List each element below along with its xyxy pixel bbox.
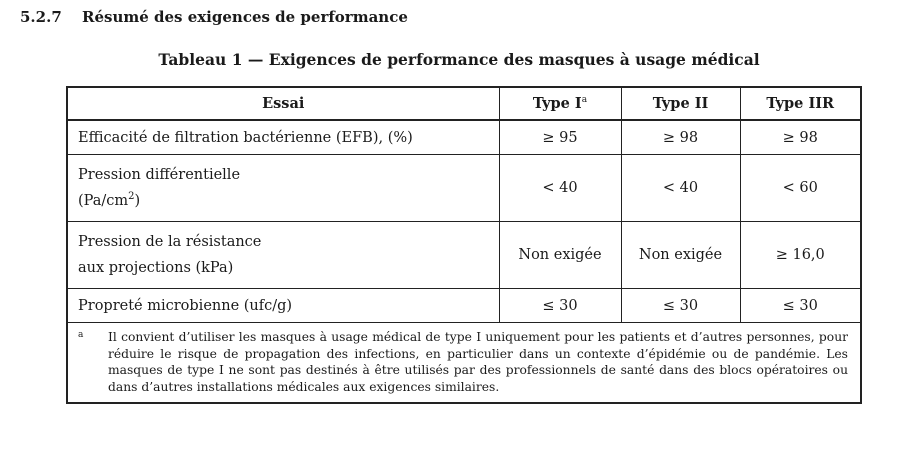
cell-type-1: Non exigée: [499, 222, 621, 289]
table-footnote: [67, 323, 861, 404]
cell-type-2r: ≤ 30: [740, 289, 861, 323]
row-label: [67, 155, 499, 222]
cell-type-2r: < 60: [740, 155, 861, 222]
cell-type-2: Non exigée: [621, 222, 740, 289]
section-heading: [20, 8, 408, 26]
header-type-2: Type II: [621, 87, 740, 120]
section-title: Résumé des exigences de performance: [82, 8, 408, 26]
header-type-1-label: Type I: [532, 95, 582, 112]
header-type-1-note-mark: a: [581, 95, 588, 106]
row-label: [67, 120, 499, 155]
row-label: [67, 222, 499, 289]
table-row: [67, 120, 861, 155]
table-footnote-row: [67, 323, 861, 404]
cell-type-2r: ≥ 98: [740, 120, 861, 155]
footnote-mark: a: [78, 330, 84, 340]
cell-type-1: < 40: [499, 155, 621, 222]
row-label-superscript: 2: [128, 191, 135, 203]
performance-table: [66, 86, 862, 404]
row-label-line-2: aux projections (kPa): [78, 260, 234, 276]
cell-type-1: ≤ 30: [499, 289, 621, 323]
cell-type-2: ≥ 98: [621, 120, 740, 155]
footnote-text: Il convient d’utiliser les masques à usage médical de type I uniquement pour les patients et d’autres personnes, pour réduire le risque de propagation des infections, en particulier dans un contexte d’épidémie ou de pandémie. Les masques de type I ne sont pas destinés à être utilisés par des professionnels de santé dans des blocs opératoires ou dans d’autres installations médicales aux exigences similaires.: [108, 330, 848, 394]
cell-type-2: < 40: [621, 155, 740, 222]
cell-type-2: ≤ 30: [621, 289, 740, 323]
header-type-1: [499, 87, 621, 120]
cell-type-1: ≥ 95: [499, 120, 621, 155]
header-essai: Essai: [67, 87, 499, 120]
row-label-line-1: Pression différentielle: [78, 167, 241, 183]
cell-type-2r: ≥ 16,0: [740, 222, 861, 289]
section-number: 5.2.7: [20, 8, 62, 26]
row-label-text: Efficacité de filtration bactérienne (EFB), (%): [78, 129, 413, 146]
row-label-text: Propreté microbienne (ufc/g): [78, 297, 293, 314]
table-title: Tableau 1 — Exigences de performance des masques à usage médical: [158, 50, 760, 69]
table-row: [67, 222, 861, 289]
row-label-line-2: (Pa/cm: [78, 193, 129, 209]
table-header-row: [67, 87, 861, 120]
row-label-line-2-end: ): [134, 193, 141, 209]
header-type-2r: Type IIR: [740, 87, 861, 120]
row-label-line-1: Pression de la résistance: [78, 234, 262, 250]
table-row: [67, 155, 861, 222]
table-row: [67, 289, 861, 323]
row-label: [67, 289, 499, 323]
